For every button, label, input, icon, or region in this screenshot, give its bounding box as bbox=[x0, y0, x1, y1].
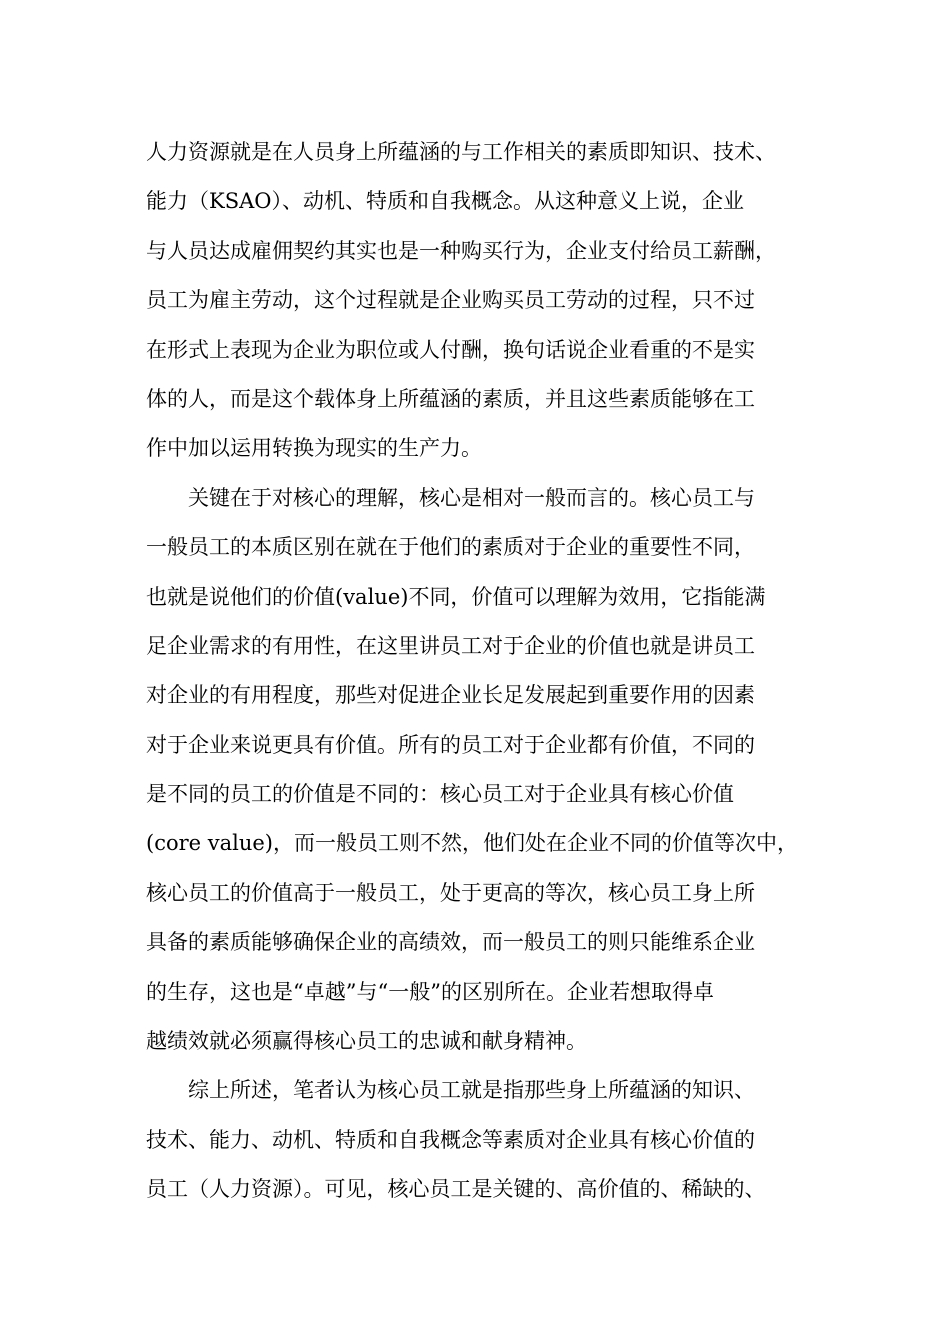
text-line: 的生存，这也是“卓越”与“一般”的区别所在。企业若想取得卓 bbox=[146, 979, 714, 1004]
text-line: 技术、能力、动机、特质和自我概念等素质对企业具有核心价值的 bbox=[146, 1127, 755, 1152]
text-line: 足企业需求的有用性，在这里讲员工对于企业的价值也就是讲员工 bbox=[146, 633, 755, 658]
paragraph-3 bbox=[146, 1066, 806, 1214]
paragraph-2 bbox=[146, 474, 806, 1067]
text-line: 体的人，而是这个载体身上所蕴涵的素质，并且这些素质能够在工 bbox=[146, 386, 755, 411]
text-line: 员工（人力资源）。可见，核心员工是关键的、高价值的、稀缺的、 bbox=[146, 1177, 766, 1202]
text-line: 一般员工的本质区别在就在于他们的素质对于企业的重要性不同， bbox=[146, 535, 755, 560]
text-line: 对于企业来说更具有价值。所有的员工对于企业都有价值，不同的 bbox=[146, 732, 755, 757]
text-line: 在形式上表现为企业为职位或人付酬，换句话说企业看重的不是实 bbox=[146, 337, 755, 362]
text-line: 越绩效就必须赢得核心员工的忠诚和献身精神。 bbox=[146, 1029, 587, 1054]
text-line: 综上所述，笔者认为核心员工就是指那些身上所蕴涵的知识、 bbox=[188, 1078, 755, 1103]
text-line: 人力资源就是在人员身上所蕴涵的与工作相关的素质即知识、技术、 bbox=[146, 140, 776, 164]
text-line: 也就是说他们的价值(value)不同，价值可以理解为效用，它指能满 bbox=[146, 584, 766, 609]
text-line: 能力（KSAO）、动机、特质和自我概念。从这种意义上说，企业 bbox=[146, 189, 744, 214]
text-line: 与人员达成雇佣契约其实也是一种购买行为，企业支付给员工薪酬， bbox=[146, 238, 776, 263]
text-line: 核心员工的价值高于一般员工，处于更高的等次，核心员工身上所 bbox=[146, 880, 755, 905]
text-line: 具备的素质能够确保企业的高绩效，而一般员工的则只能维系企业 bbox=[146, 930, 755, 955]
text-line: 关键在于对核心的理解，核心是相对一般而言的。核心员工与 bbox=[188, 485, 755, 510]
text-line: 员工为雇主劳动，这个过程就是企业购买员工劳动的过程，只不过 bbox=[146, 288, 755, 313]
text-line: 对企业的有用程度，那些对促进企业长足发展起到重要作用的因素 bbox=[146, 683, 755, 708]
text-line: 作中加以运用转换为现实的生产力。 bbox=[146, 436, 482, 461]
text-line: (core value)，而一般员工则不然，他们处在企业不同的价值等次中， bbox=[146, 831, 798, 856]
paragraph-1 bbox=[146, 128, 806, 474]
document-body bbox=[146, 128, 806, 1215]
text-line: 是不同的员工的价值是不同的：核心员工对于企业具有核心价值 bbox=[146, 782, 734, 807]
